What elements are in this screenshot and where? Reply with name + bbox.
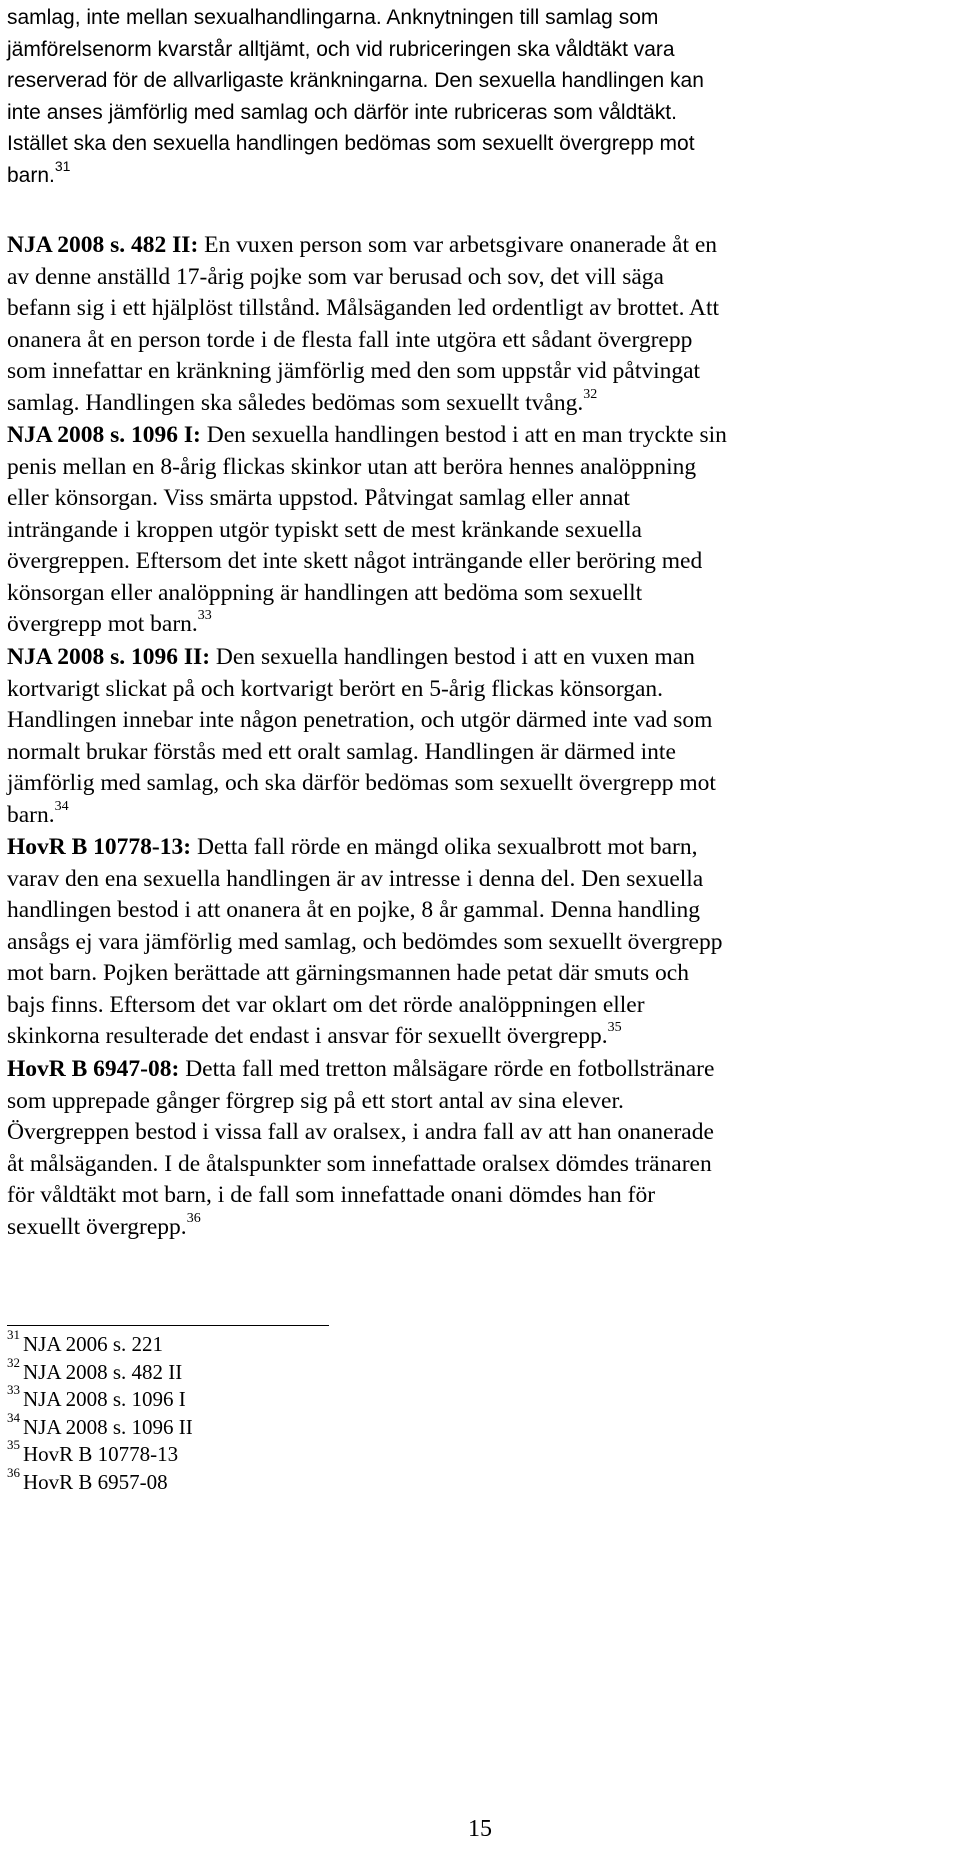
case-paragraph: [7, 230, 957, 419]
footnote: [7, 1327, 193, 1359]
text-fragment: barn.: [7, 163, 55, 187]
intro-paragraph: [7, 2, 957, 191]
footnote-ref: 35: [607, 1020, 622, 1036]
footnote: [7, 1437, 193, 1469]
text-line: åt målsäganden. I de åtalspunkter som innefattade oralsex dömdes tränaren: [7, 1150, 712, 1177]
case-heading: NJA 2008 s. 1096 II:: [7, 644, 211, 670]
footnote-number: 34: [7, 1409, 20, 1425]
footnote-ref: 32: [583, 386, 598, 402]
text-line: som innefattar en kränkning jämförlig med den som uppstår vid påtvingat: [7, 358, 701, 384]
text-line: [7, 609, 957, 641]
text-line: reserverad för de allvarligaste kränkningarna. Den sexuella handlingen kan: [7, 69, 704, 92]
footnote-text: NJA 2008 s. 1096 I: [23, 1387, 186, 1412]
text-line: jämförlig med samlag, och ska därför bedömas som sexuellt övergrepp mot: [7, 770, 716, 796]
text-line: befann sig i ett hjälplöst tillstånd. Målsäganden led ordentligt av brottet. Att: [7, 295, 720, 321]
text-line: för våldtäkt mot barn, i de fall som innefattade onani dömdes han för: [7, 1182, 656, 1208]
text-line: handlingen bestod i att onanera åt en pojke, 8 år gammal. Denna handling: [7, 897, 701, 923]
text-line: Handlingen innebar inte någon penetration, och utgör därmed inte vad som: [7, 707, 713, 733]
text-line: normalt brukar förstås med ett oralt samlag. Handlingen är därmed inte: [7, 738, 676, 765]
text-line: [7, 1054, 957, 1086]
footnote-ref: 31: [54, 157, 71, 174]
text-fragment: barn.: [7, 801, 55, 828]
case-paragraph: [7, 642, 957, 831]
footnote: [7, 1354, 193, 1387]
footnote-text: HovR B 10778-13: [23, 1442, 179, 1467]
text-fragment: skinkorna resulterade det endast i ansvar för sexuellt övergrepp.: [7, 1023, 608, 1049]
footnote-ref: 33: [197, 608, 212, 624]
footnote-number: 35: [7, 1437, 20, 1453]
case-heading: HovR B 10778-13:: [7, 834, 192, 860]
text-line: varav den ena sexuella handlingen är av intresse i denna del. Den sexuella: [7, 865, 704, 892]
text-fragment: En vuxen person som var arbetsgivare onanerade åt en: [198, 232, 718, 258]
text-fragment: Den sexuella handlingen bestod i att en man tryckte sin: [200, 422, 727, 448]
text-line: Istället ska den sexuella handlingen bedömas som sexuellt övergrepp mot: [7, 132, 695, 155]
footnote-text: NJA 2008 s. 1096 II: [23, 1414, 193, 1439]
text-line: [7, 642, 957, 674]
page-number: 15: [468, 1816, 492, 1842]
footnote-separator: [7, 1325, 329, 1326]
text-line: eller könsorgan. Viss smärta uppstod. Påtvingat samlag eller annat: [7, 485, 630, 511]
footnote-text: NJA 2006 s. 221: [23, 1332, 164, 1356]
text-line: jämförelsenorm kvarstår alltjämt, och vid rubriceringen ska våldtäkt vara: [7, 37, 675, 61]
text-line: inträngande i kroppen utgör typiskt sett de mest kränkande sexuella: [7, 516, 642, 543]
text-fragment: Detta fall med tretton målsägare rörde en fotbollstränare: [179, 1056, 715, 1082]
case-heading: NJA 2008 s. 1096 I:: [7, 422, 201, 448]
footnotes: [7, 1327, 193, 1497]
case-paragraph: [7, 420, 957, 641]
case-paragraph: [7, 832, 957, 1053]
text-line: [7, 420, 957, 452]
text-fragment: sexuellt övergrepp.: [7, 1213, 187, 1240]
footnote-ref: 36: [186, 1210, 201, 1226]
footnote-text: NJA 2008 s. 482 II: [23, 1359, 183, 1384]
text-line: ansågs ej vara jämförlig med samlag, och bedömdes som sexuellt övergrepp: [7, 928, 723, 955]
text-line: övergreppen. Eftersom det inte skett något inträngande eller beröring med: [7, 548, 703, 574]
footnote: [7, 1409, 193, 1442]
text-line: könsorgan eller analöppning är handlingen att bedöma som sexuellt: [7, 579, 643, 606]
footnote-number: 31: [7, 1327, 20, 1342]
text-line: penis mellan en 8-årig flickas skinkor utan att beröra hennes analöppning: [7, 453, 697, 480]
text-line: bajs finns. Eftersom det var oklart om det rörde analöppningen eller: [7, 991, 645, 1018]
footnote-ref: 34: [54, 798, 69, 814]
text-line: mot barn. Pojken berättade att gärningsmannen hade petat där smuts och: [7, 960, 689, 986]
case-paragraph: [7, 1054, 957, 1243]
text-line: av denne anställd 17-årig pojke som var berusad och sov, det vill säga: [7, 263, 664, 290]
text-line: Övergreppen bestod i vissa fall av oralsex, i andra fall av att han onanerade: [7, 1119, 714, 1145]
text-line: [7, 832, 957, 864]
footnote: [7, 1382, 193, 1414]
footnote-number: 32: [7, 1354, 20, 1370]
text-line: [7, 388, 957, 420]
text-line: [7, 1212, 957, 1244]
text-line: [7, 800, 957, 832]
text-line: [7, 1021, 957, 1053]
text-line: [7, 230, 957, 262]
footnote: [7, 1464, 193, 1497]
footnote-number: 36: [7, 1464, 20, 1480]
text-line: samlag, inte mellan sexualhandlingarna. Anknytningen till samlag som: [7, 6, 659, 29]
text-line: onanera åt en person torde i de flesta fall inte utgöra ett sådant övergrepp: [7, 326, 693, 353]
text-fragment: Den sexuella handlingen bestod i att en vuxen man: [210, 644, 695, 670]
text-fragment: samlag. Handlingen ska således bedömas som sexuellt tvång.: [7, 389, 584, 416]
footnote-text: HovR B 6957-08: [23, 1469, 168, 1494]
text-line: som upprepade gånger förgrep sig på ett stort antal av sina elever.: [7, 1087, 624, 1114]
text-fragment: Detta fall rörde en mängd olika sexualbrott mot barn,: [191, 834, 698, 860]
text-line: kortvarigt slickat på och kortvarigt berört en 5-årig flickas könsorgan.: [7, 675, 664, 702]
case-heading: NJA 2008 s. 482 II:: [7, 232, 199, 258]
text-line: inte anses jämförlig med samlag och därför inte rubriceras som våldtäkt.: [7, 100, 677, 124]
text-fragment: övergrepp mot barn.: [7, 611, 198, 637]
case-heading: HovR B 6947-08:: [7, 1056, 180, 1082]
text-line: [7, 157, 957, 192]
footnote-number: 33: [7, 1382, 20, 1398]
